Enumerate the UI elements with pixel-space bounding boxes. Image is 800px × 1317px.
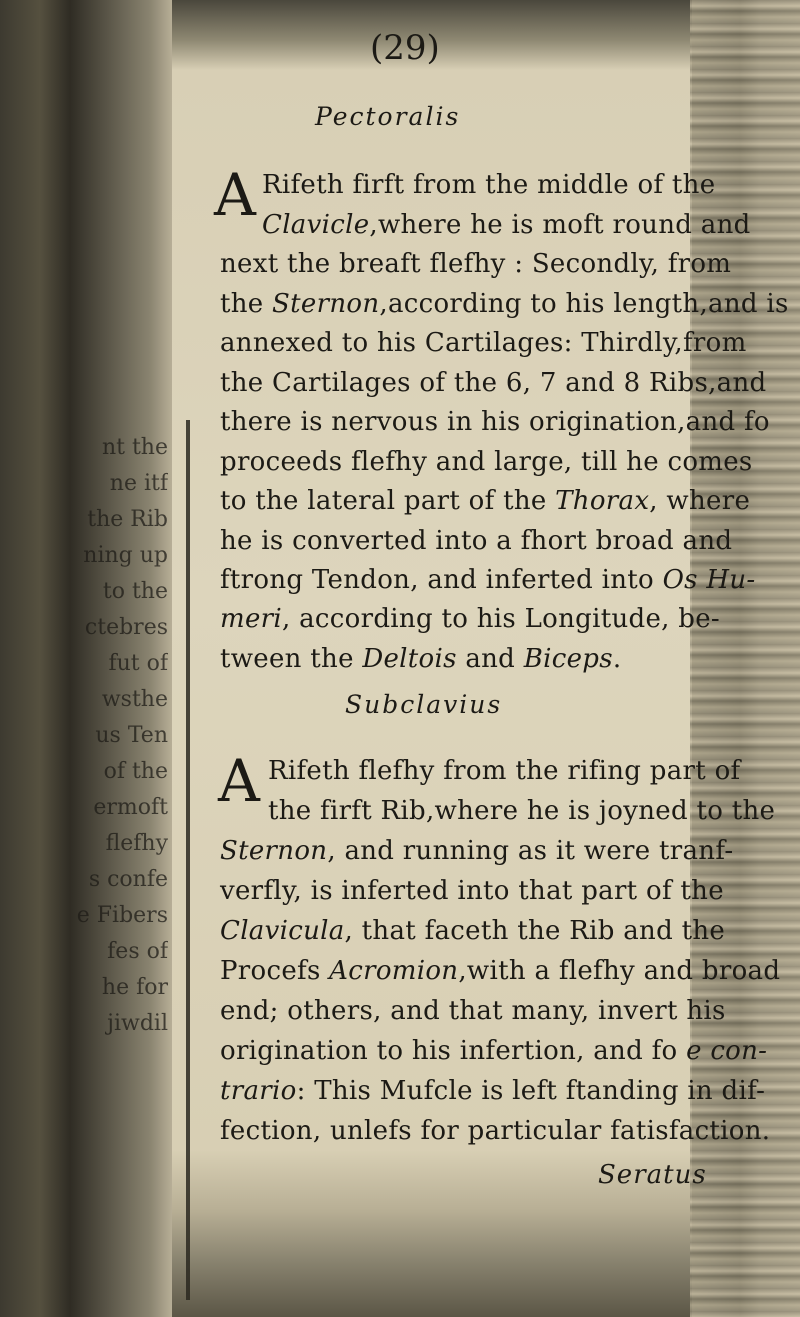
- text-line: verfly, is inferted into that part of the: [220, 876, 724, 906]
- text-line: tween the Deltois and Biceps.: [220, 644, 622, 674]
- text-line: Rifeth firft from the middle of the: [262, 170, 716, 200]
- text-line: ftrong Tendon, and inferted into Os Hu-: [220, 565, 756, 595]
- text-line: trario: This Mufcle is left ftanding in dif-: [220, 1076, 766, 1106]
- drop-cap: A: [218, 747, 260, 815]
- text-line: Procefs Acromion,with a flefhy and broad: [220, 956, 781, 986]
- text-line: Sternon, and running as it were tranf-: [220, 836, 734, 866]
- text-line: Rifeth flefhy from the rifing part of: [268, 756, 741, 786]
- text-line: Clavicle,where he is moft round and: [262, 210, 751, 240]
- section-heading-subclavius: Subclavius: [345, 690, 503, 719]
- text-line: there is nervous in his origination,and fo: [220, 407, 770, 437]
- previous-page-fragment: nt the ne itf the Rib ning up to the ctebres fut of wsthe us Ten of the ermoft flefhy s confe e Fibers fes of he for jiwdil: [76, 435, 168, 1036]
- section-heading-pectoralis: Pectoralis: [315, 102, 461, 131]
- text-line: meri, according to his Longitude, be-: [220, 604, 720, 634]
- text-line: the Sternon,according to his length,and is: [220, 289, 789, 319]
- text-line: fection, unlefs for particular fatisfaction.: [220, 1116, 771, 1146]
- text-line: proceeds flefhy and large, till he comes: [220, 447, 753, 477]
- text-line: annexed to his Cartilages: Thirdly,from: [220, 328, 747, 358]
- text-line: end; others, and that many, invert his: [220, 996, 726, 1026]
- text-line: the firft Rib,where he is joyned to the: [268, 796, 776, 826]
- text-line: next the breaft flefhy : Secondly, from: [220, 249, 732, 279]
- page-number: (29): [370, 28, 440, 68]
- text-line: the Cartilages of the 6, 7 and 8 Ribs,and: [220, 368, 767, 398]
- drop-cap: A: [214, 161, 256, 229]
- text-line: he is converted into a fhort broad and: [220, 526, 733, 556]
- text-line: to the lateral part of the Thorax, where: [220, 486, 751, 516]
- catchword: Seratus: [598, 1160, 707, 1190]
- gutter-shadow: [186, 420, 190, 1300]
- text-line: Clavicula, that faceth the Rib and the: [220, 916, 726, 946]
- text-line: origination to his infertion, and fo e con-: [220, 1036, 768, 1066]
